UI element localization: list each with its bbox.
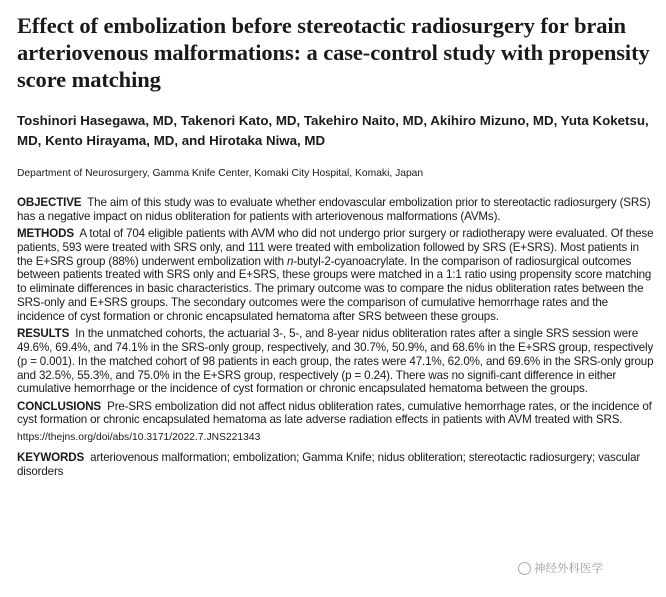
methods-label: METHODS	[17, 227, 74, 241]
methods-section	[17, 227, 657, 324]
keywords-section	[17, 451, 657, 479]
doi-link[interactable]: https://thejns.org/doi/abs/10.3171/2022.7.JNS221343	[17, 431, 261, 443]
affiliation: Department of Neurosurgery, Gamma Knife Center, Komaki City Hospital, Komaki, Japan	[17, 168, 424, 179]
methods-text-2: -butyl-2-cyanoacrylate. In the comparison of radiosurgical outcomes between patients treated with SRS only and E+SRS, these groups were matched in a 1:1 ratio using propensity score matching to eliminate differences in basic characteristics. The primary outcome was to compare the nidus obliteration rates between the SRS-only and E+SRS groups. The secondary outcomes were the comparison of cumulative hemorrhage rates and the incidence of cyst formation or chronic encapsulated hematoma after SRS between these groups.	[17, 254, 652, 323]
objective-label: OBJECTIVE	[17, 196, 82, 209]
author-list: Toshinori Hasegawa, MD, Takenori Kato, MD, Takehiro Naito, MD, Akihiro Mizuno, MD, Yuta Koketsu, MD, Kento Hirayama, MD, and Hirotaka Niwa, MD	[17, 113, 649, 148]
methods-text-1: A total of 704 eligible patients with AVM who did not undergo prior surgery or radiotherapy were evaluated. Of these patients, 593 were treated with SRS only, and 111 were treated with embolization followed by SRS (E+SRS). Most patients in the E+SRS group (88%) underwent embolization with	[17, 227, 654, 268]
conclusions-text: Pre-SRS embolization did not affect nidus obliteration rates, cumulative hemorrhage rates, or the incidence of cyst formation or chronic encapsulated hematoma as late adverse radiation effects in patients with AVM treated with SRS.	[17, 399, 652, 427]
conclusions-label: CONCLUSIONS	[17, 399, 102, 413]
results-section	[17, 327, 657, 396]
keywords-label: KEYWORDS	[17, 450, 85, 464]
results-text: In the unmatched cohorts, the actuarial 3-, 5-, and 8-year nidus obliteration rates after a single SRS session were 49.6%, 69.4%, and 74.1% in the SRS-only group, respectively, and 30.7%, 50.9%, and 68.6% in the E+SRS group, respectively (p = 0.001). In the matched cohort of 98 patients in each group, the rates were 47.1%, 62.0%, and 69.6% in the SRS-only group and 32.5%, 55.3%, and 75.0% in the E+SRS group, respectively (p = 0.24). There was no signifi-cant difference in either cumulative hemorrhage or the incidence of cyst formation or chronic encapsulated hematoma between the groups.	[17, 327, 654, 396]
conclusions-section	[17, 400, 657, 428]
article-title: Effect of embolization before stereotactic radiosurgery for brain arteriovenous malformations: a case-control study with propensity score matching	[17, 13, 650, 92]
objective-section	[17, 196, 657, 224]
objective-text: The aim of this study was to evaluate whether endovascular embolization prior to stereotactic radiosurgery (SRS) has a negative impact on nidus obliteration for patients with arteriovenous malformations (AVMs).	[17, 196, 651, 223]
watermark-text: 神经外科医学	[534, 563, 603, 575]
results-label: RESULTS	[17, 327, 70, 341]
article-abstract-page	[17, 12, 657, 478]
watermark	[518, 560, 603, 576]
wechat-logo-icon	[518, 562, 531, 575]
keywords-text: arteriovenous malformation; embolization; Gamma Knife; nidus obliteration; stereotactic radiosurgery; vascular disorders	[17, 450, 641, 478]
methods-italic-n: n	[286, 254, 294, 268]
